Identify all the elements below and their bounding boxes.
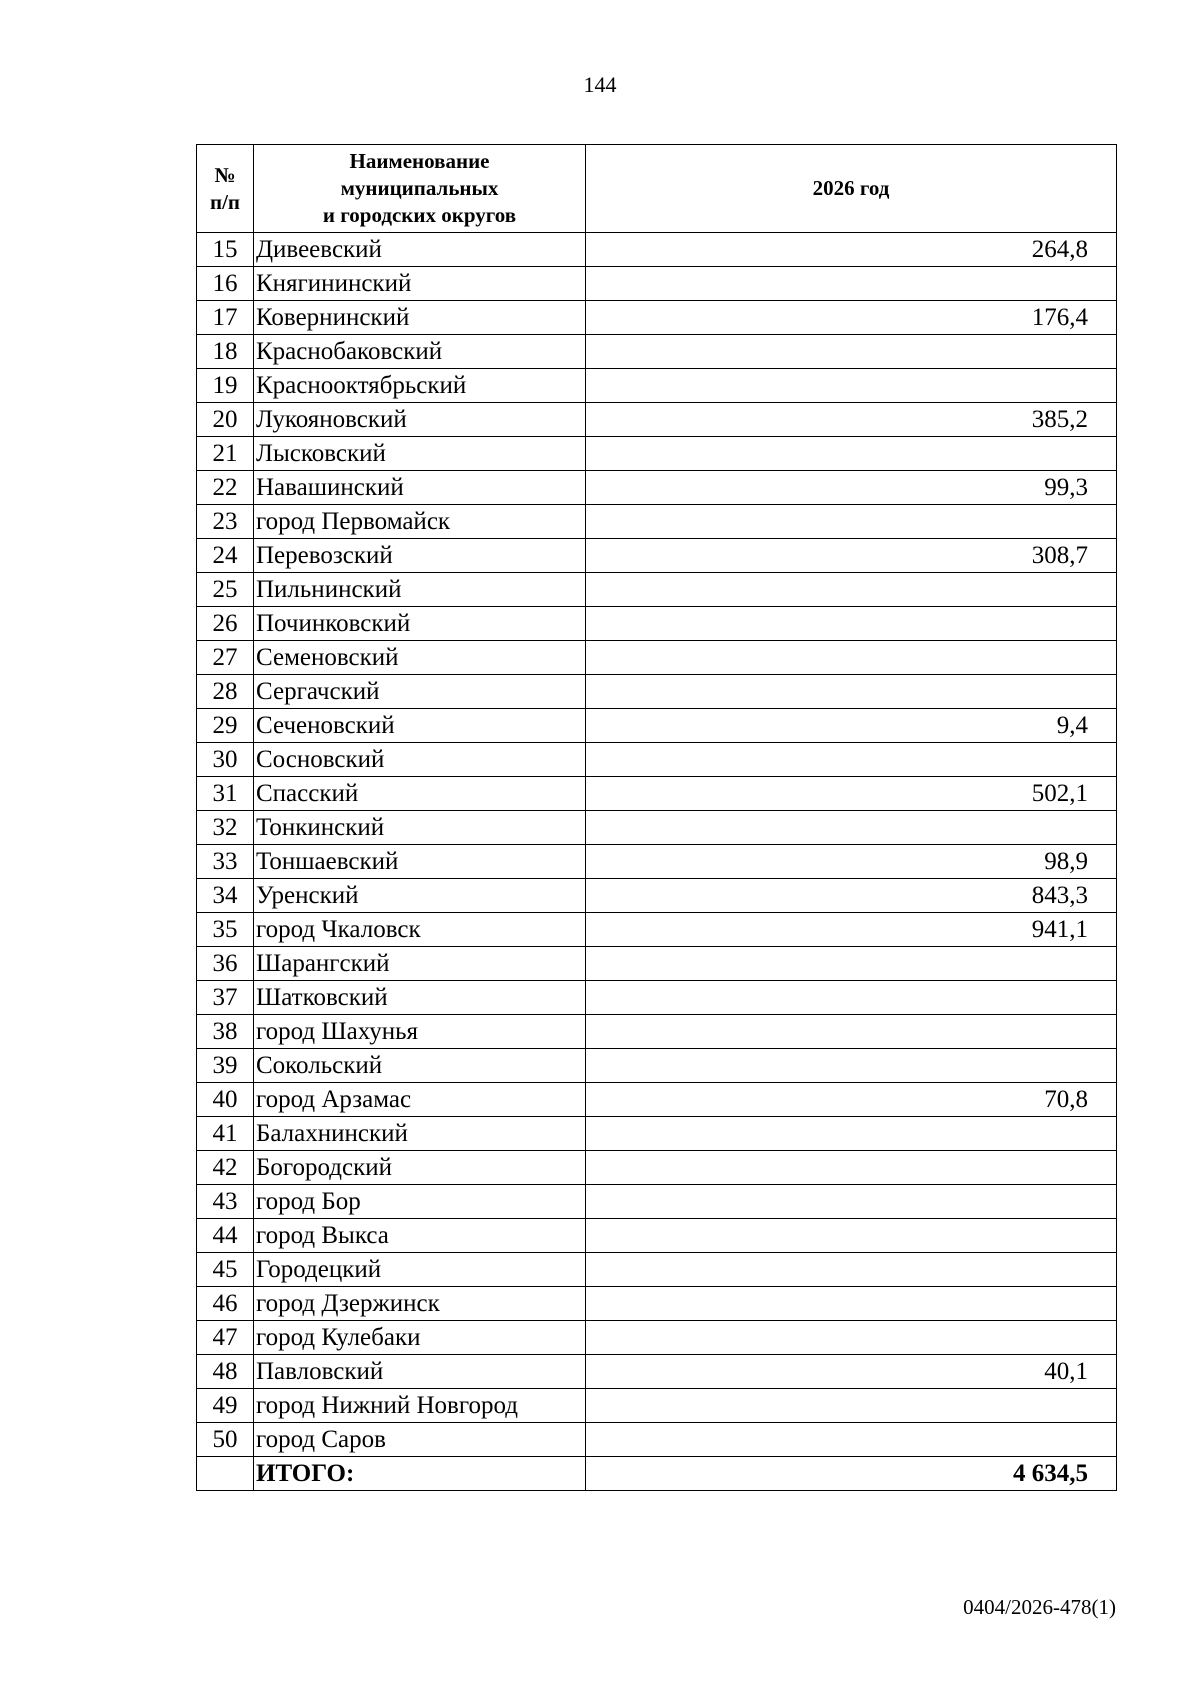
row-value-cell	[586, 505, 1117, 539]
header-number-line: п/п	[209, 189, 241, 214]
row-name-cell: Павловский	[254, 1355, 586, 1389]
row-number-cell: 25	[197, 573, 254, 607]
row-number-cell: 43	[197, 1185, 254, 1219]
row-name-cell: Княгининский	[254, 267, 586, 301]
header-number	[197, 145, 254, 233]
row-name-cell: город Выкса	[254, 1219, 586, 1253]
row-name-cell: Починковский	[254, 607, 586, 641]
header-value: 2026 год	[586, 145, 1117, 233]
row-value-cell	[586, 1151, 1117, 1185]
row-name-cell: Сергачский	[254, 675, 586, 709]
table-row	[197, 1185, 1117, 1219]
table-row	[197, 403, 1117, 437]
row-name-cell: Сокольский	[254, 1049, 586, 1083]
row-number-cell: 29	[197, 709, 254, 743]
row-name-cell: Шарангский	[254, 947, 586, 981]
table-row	[197, 913, 1117, 947]
row-value-cell	[586, 607, 1117, 641]
page-number: 144	[583, 72, 617, 97]
row-number-cell: 42	[197, 1151, 254, 1185]
row-number-cell: 39	[197, 1049, 254, 1083]
header-name-line: и городских округов	[322, 203, 517, 227]
total-row	[197, 1457, 1117, 1491]
table-row	[197, 1287, 1117, 1321]
row-number-cell: 20	[197, 403, 254, 437]
table-row	[197, 1355, 1117, 1389]
row-number-cell: 38	[197, 1015, 254, 1049]
row-value-cell	[586, 981, 1117, 1015]
row-value-cell	[586, 437, 1117, 471]
table-row	[197, 1321, 1117, 1355]
row-number-cell: 50	[197, 1423, 254, 1457]
header-name-line: Наименование	[349, 149, 490, 173]
total-number-cell	[197, 1457, 254, 1491]
table-row	[197, 811, 1117, 845]
header-number-line: №	[214, 162, 236, 187]
header-name-line: муниципальных	[340, 176, 499, 200]
table-row	[197, 1423, 1117, 1457]
row-number-cell: 28	[197, 675, 254, 709]
row-value-cell	[586, 1185, 1117, 1219]
row-number-cell: 26	[197, 607, 254, 641]
row-number-cell: 24	[197, 539, 254, 573]
row-name-cell: Шатковский	[254, 981, 586, 1015]
row-number-cell: 30	[197, 743, 254, 777]
table-row	[197, 845, 1117, 879]
row-name-cell: Тонкинский	[254, 811, 586, 845]
row-name-cell: Навашинский	[254, 471, 586, 505]
row-value-cell	[586, 641, 1117, 675]
row-number-cell: 22	[197, 471, 254, 505]
row-value-cell: 385,2	[586, 403, 1117, 437]
row-name-cell: Краснооктябрьский	[254, 369, 586, 403]
row-value-cell: 99,3	[586, 471, 1117, 505]
table-header-row	[197, 145, 1117, 233]
row-number-cell: 27	[197, 641, 254, 675]
row-number-cell: 44	[197, 1219, 254, 1253]
row-name-cell: город Дзержинск	[254, 1287, 586, 1321]
table-row	[197, 437, 1117, 471]
table-row	[197, 267, 1117, 301]
table-row	[197, 981, 1117, 1015]
row-number-cell: 23	[197, 505, 254, 539]
table-row	[197, 1219, 1117, 1253]
table-row	[197, 301, 1117, 335]
row-name-cell: Балахнинский	[254, 1117, 586, 1151]
table-row	[197, 505, 1117, 539]
row-value-cell: 9,4	[586, 709, 1117, 743]
row-number-cell: 33	[197, 845, 254, 879]
row-value-cell	[586, 1049, 1117, 1083]
row-name-cell: город Нижний Новгород	[254, 1389, 586, 1423]
table-row	[197, 675, 1117, 709]
row-number-cell: 41	[197, 1117, 254, 1151]
table-row	[197, 539, 1117, 573]
row-name-cell: Семеновский	[254, 641, 586, 675]
row-value-cell	[586, 1423, 1117, 1457]
table-row	[197, 947, 1117, 981]
row-value-cell	[586, 811, 1117, 845]
row-name-cell: город Бор	[254, 1185, 586, 1219]
row-name-cell: Пильнинский	[254, 573, 586, 607]
row-name-cell: Ковернинский	[254, 301, 586, 335]
row-value-cell	[586, 1287, 1117, 1321]
row-number-cell: 49	[197, 1389, 254, 1423]
row-name-cell: город Первомайск	[254, 505, 586, 539]
row-value-cell: 502,1	[586, 777, 1117, 811]
row-number-cell: 46	[197, 1287, 254, 1321]
row-name-cell: Сосновский	[254, 743, 586, 777]
row-value-cell	[586, 1219, 1117, 1253]
row-name-cell: город Шахунья	[254, 1015, 586, 1049]
table-body	[197, 233, 1117, 1491]
row-value-cell: 843,3	[586, 879, 1117, 913]
row-number-cell: 17	[197, 301, 254, 335]
row-value-cell	[586, 675, 1117, 709]
table-row	[197, 607, 1117, 641]
row-number-cell: 18	[197, 335, 254, 369]
table-row	[197, 369, 1117, 403]
table-row	[197, 1253, 1117, 1287]
row-value-cell	[586, 947, 1117, 981]
row-value-cell	[586, 335, 1117, 369]
row-number-cell: 45	[197, 1253, 254, 1287]
row-value-cell	[586, 1015, 1117, 1049]
row-number-cell: 48	[197, 1355, 254, 1389]
header-name	[254, 145, 586, 233]
row-value-cell	[586, 369, 1117, 403]
row-number-cell: 36	[197, 947, 254, 981]
table-row	[197, 471, 1117, 505]
table-row	[197, 1117, 1117, 1151]
row-number-cell: 34	[197, 879, 254, 913]
table-row	[197, 1049, 1117, 1083]
row-value-cell: 308,7	[586, 539, 1117, 573]
row-number-cell: 37	[197, 981, 254, 1015]
row-number-cell: 32	[197, 811, 254, 845]
row-value-cell	[586, 573, 1117, 607]
row-value-cell	[586, 743, 1117, 777]
data-table	[196, 144, 1117, 1491]
table-row	[197, 641, 1117, 675]
row-value-cell	[586, 1253, 1117, 1287]
row-number-cell: 21	[197, 437, 254, 471]
total-label: ИТОГО:	[254, 1457, 586, 1491]
total-value: 4 634,5	[586, 1457, 1117, 1491]
row-name-cell: Дивеевский	[254, 233, 586, 267]
row-name-cell: Краснобаковский	[254, 335, 586, 369]
row-value-cell: 264,8	[586, 233, 1117, 267]
table-row	[197, 335, 1117, 369]
row-value-cell	[586, 267, 1117, 301]
row-value-cell	[586, 1389, 1117, 1423]
table-row	[197, 1015, 1117, 1049]
row-number-cell: 47	[197, 1321, 254, 1355]
table-row	[197, 1389, 1117, 1423]
table-row	[197, 1083, 1117, 1117]
row-name-cell: Лукояновский	[254, 403, 586, 437]
row-name-cell: Городецкий	[254, 1253, 586, 1287]
row-number-cell: 15	[197, 233, 254, 267]
table-row	[197, 777, 1117, 811]
row-value-cell: 70,8	[586, 1083, 1117, 1117]
table-row	[197, 879, 1117, 913]
row-name-cell: город Чкаловск	[254, 913, 586, 947]
table-row	[197, 709, 1117, 743]
row-name-cell: Лысковский	[254, 437, 586, 471]
document-code: 0404/2026-478(1)	[963, 1595, 1116, 1619]
row-number-cell: 35	[197, 913, 254, 947]
row-name-cell: Уренский	[254, 879, 586, 913]
row-value-cell: 40,1	[586, 1355, 1117, 1389]
row-name-cell: Тоншаевский	[254, 845, 586, 879]
row-name-cell: Сеченовский	[254, 709, 586, 743]
row-name-cell: город Кулебаки	[254, 1321, 586, 1355]
row-value-cell: 176,4	[586, 301, 1117, 335]
table-row	[197, 233, 1117, 267]
row-value-cell: 98,9	[586, 845, 1117, 879]
table-row	[197, 743, 1117, 777]
row-value-cell	[586, 1321, 1117, 1355]
row-name-cell: Перевозский	[254, 539, 586, 573]
row-number-cell: 40	[197, 1083, 254, 1117]
table-row	[197, 1151, 1117, 1185]
row-name-cell: Спасский	[254, 777, 586, 811]
row-number-cell: 31	[197, 777, 254, 811]
row-value-cell: 941,1	[586, 913, 1117, 947]
row-name-cell: Богородский	[254, 1151, 586, 1185]
row-name-cell: город Арзамас	[254, 1083, 586, 1117]
table-row	[197, 573, 1117, 607]
row-number-cell: 16	[197, 267, 254, 301]
row-number-cell: 19	[197, 369, 254, 403]
row-value-cell	[586, 1117, 1117, 1151]
row-name-cell: город Саров	[254, 1423, 586, 1457]
